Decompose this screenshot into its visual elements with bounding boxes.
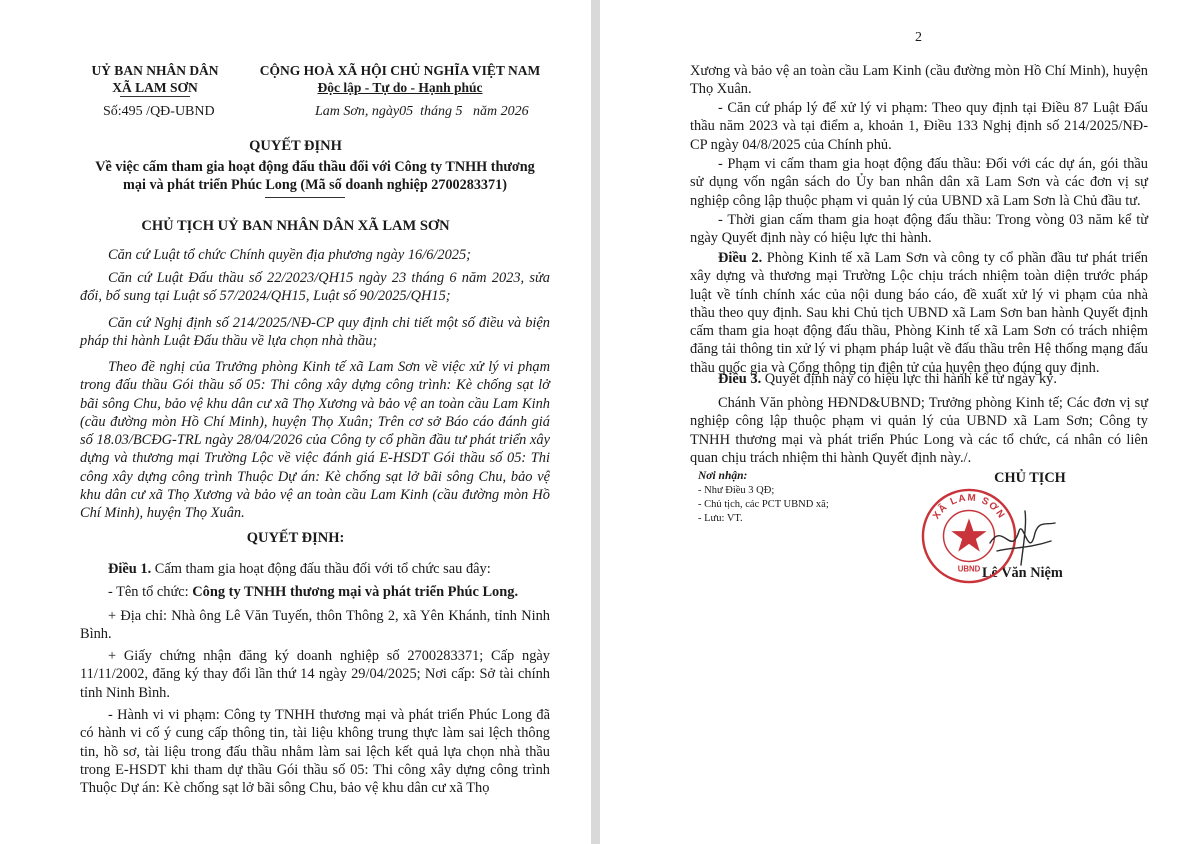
implementers-paragraph: Chánh Văn phòng HĐND&UBND; Trưởng phòng Kinh tế; Các đơn vị sự nghiệp công lập thuộc phạm vi quản lý của UBND xã Lam Sơn; Công ty TNHH thương mại và phát triển Phúc Long và các tổ chức, cá nhân có liên quan chịu trách nhiệm thi hành Quyết định này./. xyxy=(690,395,1148,466)
organization-name-line xyxy=(80,583,550,601)
article-3-label: Điều 3. xyxy=(718,371,762,387)
article-2-text: Phòng Kinh tế xã Lam Sơn và công ty cổ phần đầu tư phát triển xây dựng và thương mại Trường Lộc chịu trách nhiệm toàn diện trước pháp luật về tính chính xác của nội dung báo cáo, đề xuất xử lý vi phạm của nhà thầu theo quy định. Sau khi Chủ tịch UBND xã Lam Sơn ban hành Quyết định cấm tham gia hoạt động đấu thầu, Phòng Kinh tế xã Lam Sơn có trách nhiệm đăng tải thông tin xử lý vi phạm pháp luật về đấu thầu trên Hệ thống mạng đấu thầu quốc gia và Cổng thông tin điện tử của huyện theo đúng quy định. xyxy=(690,250,1148,376)
basis-paragraph-3: Căn cứ Nghị định số 214/2025/NĐ-CP quy định chi tiết một số điều và biện pháp thi hành Luật Đấu thầu về lựa chọn nhà thầu; xyxy=(80,315,550,350)
document-title: QUYẾT ĐỊNH xyxy=(249,138,342,154)
organization-registration: + Giấy chứng nhận đăng ký doanh nghiệp số 2700283371; Cấp ngày 11/11/2002, đăng ký thay đổi lần thứ 14 ngày 29/04/2025; Nơi cấp: Sở tài chính tỉnh Ninh Bình. xyxy=(80,648,550,701)
article-3-text: Quyết định này có hiệu lực thi hành kể từ ngày ký. xyxy=(761,371,1057,387)
organization-name: Công ty TNHH thương mại và phát triển Phúc Long. xyxy=(192,584,519,600)
national-motto: Độc lập - Tự do - Hạnh phúc xyxy=(317,80,483,95)
organization-address: + Địa chỉ: Nhà ông Lê Văn Tuyến, thôn Thông 2, xã Yên Khánh, tỉnh Ninh Bình. xyxy=(80,608,550,643)
ban-duration-paragraph: - Thời gian cấm tham gia hoạt động đấu thầu: Trong vòng 03 năm kể từ ngày Quyết định này có hiệu lực thi hành. xyxy=(690,212,1148,247)
national-title xyxy=(255,62,545,96)
document-date: Lam Sơn, ngày05 tháng 5 năm 2026 xyxy=(315,104,529,119)
issuing-body-underline xyxy=(120,96,190,97)
violation-continuation: Xương và bảo vệ an toàn cầu Lam Kinh (cầu đường mòn Hồ Chí Minh), huyện Thọ Xuân. xyxy=(690,63,1148,98)
subtitle-underline xyxy=(265,197,345,198)
national-title-line1: CỘNG HOÀ XÃ HỘI CHỦ NGHĨA VIỆT NAM xyxy=(259,63,541,78)
recipient-item: - Lưu: VT. xyxy=(698,513,743,524)
signature-icon xyxy=(985,503,1060,573)
signer-name: Lê Văn Niệm xyxy=(982,565,1063,581)
basis-paragraph-2: Căn cứ Luật Đấu thầu số 22/2023/QH15 ngày 23 tháng 6 năm 2023, sửa đổi, bổ sung tại Luật số 57/2024/QH15, Luật số 90/2025/QH15; xyxy=(80,270,550,305)
organization-name-label: - Tên tổ chức: xyxy=(108,584,193,600)
issuing-body xyxy=(80,62,230,96)
svg-text:UBND: UBND xyxy=(957,564,981,574)
recipient-item: - Như Điều 3 QĐ; xyxy=(698,485,775,496)
ban-scope-paragraph: - Phạm vi cấm tham gia hoạt động đấu thầu: Đối với các dự án, gói thầu sử dụng vốn ngân sách do Ủy ban nhân dân xã Lam Sơn và các đơn vị sự nghiệp công lập thuộc phạm vi quản lý của UBND xã Lam Sơn là Chủ đầu tư. xyxy=(690,156,1148,209)
issuing-body-line1: UỶ BAN NHÂN DÂN xyxy=(91,63,219,78)
subtitle-line2: mại và phát triển Phúc Long (Mã số doanh nghiệp 2700283371) xyxy=(123,177,507,193)
legal-basis-paragraph: - Căn cứ pháp lý để xử lý vi phạm: Theo quy định tại Điều 87 Luật Đấu thầu năm 2023 và tại điểm a, khoản 1, Điều 133 Nghị định số 214/2025/NĐ-CP ngày 04/8/2025 của Chính phủ. xyxy=(690,100,1148,153)
article-3 xyxy=(690,370,1148,388)
issuing-body-line2: XÃ LAM SƠN xyxy=(112,80,198,95)
signer-title: CHỦ TỊCH xyxy=(994,470,1066,486)
recipients-block xyxy=(698,469,829,526)
recipient-item: - Chủ tịch, các PCT UBND xã; xyxy=(698,499,829,510)
document-subtitle xyxy=(80,158,550,194)
article-2 xyxy=(690,249,1148,377)
violation-description: - Hành vi vi phạm: Công ty TNHH thương mại và phát triển Phúc Long đã có hành vi cố ý cung cấp thông tin, tài liệu không trung thực làm sai lệch thông tin, hồ sơ, tài liệu trong đấu thầu nhằm làm sai lệch kết quả lựa chọn nhà thầu trong E-HSDT khi tham dự thầu Gói thầu số 05: Thi công xây dựng công trình Thuộc Dự án: Kè chống sạt lở bãi sông Chu, bảo vệ khu dân cư xã Thọ xyxy=(80,707,550,797)
authority-heading: CHỦ TỊCH UỶ BAN NHÂN DÂN XÃ LAM SƠN xyxy=(141,218,450,234)
svg-text:XÃ LAM SƠN: XÃ LAM SƠN xyxy=(930,492,1008,522)
article-1-label: Điều 1. xyxy=(108,561,152,577)
document-page-2 xyxy=(600,0,1200,844)
article-1 xyxy=(80,560,550,578)
recipients-title: Nơi nhận: xyxy=(698,470,748,482)
document-number: Số:495 /QĐ-UBND xyxy=(103,104,215,119)
article-2-label: Điều 2. xyxy=(718,250,763,266)
document-page-1 xyxy=(0,0,591,844)
basis-paragraph-4: Theo đề nghị của Trưởng phòng Kinh tế xã Lam Sơn về việc xử lý vi phạm trong đấu thầu Gói thầu số 05: Thi công xây dựng công trình: Kè chống sạt lở bãi sông Chu, bảo vệ khu dân cư xã Thọ Xương và bảo vệ an toàn cầu Lam Kinh (cầu đường mòn Hồ Chí Minh), huyện Thọ Xuân; Trên cơ sở Báo cáo đánh giá số 18.03/BCĐG-TRL ngày 28/04/2026 của Công ty cổ phần đầu tư phát triển xây dựng và thương mại Trường Lộc về việc đánh giá E-HSDT Gói thầu số 05: Thi công xây dựng công trình Thuộc Dự án: Kè chống sạt lở bãi sông Chu, bảo vệ khu dân cư xã Thọ Xương và bảo vệ an toàn cầu Lam Kinh (cầu đường mòn Hồ Chí Minh), huyện Thọ Xuân. xyxy=(80,359,550,522)
decision-heading: QUYẾT ĐỊNH: xyxy=(246,530,345,546)
basis-paragraph-1: Căn cứ Luật tổ chức Chính quyền địa phương ngày 16/6/2025; xyxy=(108,247,471,263)
subtitle-line1: Về việc cấm tham gia hoạt động đấu thầu đối với Công ty TNHH thương xyxy=(95,159,535,175)
page-number: 2 xyxy=(915,30,922,45)
article-1-text: Cấm tham gia hoạt động đấu thầu đối với tổ chức sau đây: xyxy=(151,561,491,577)
